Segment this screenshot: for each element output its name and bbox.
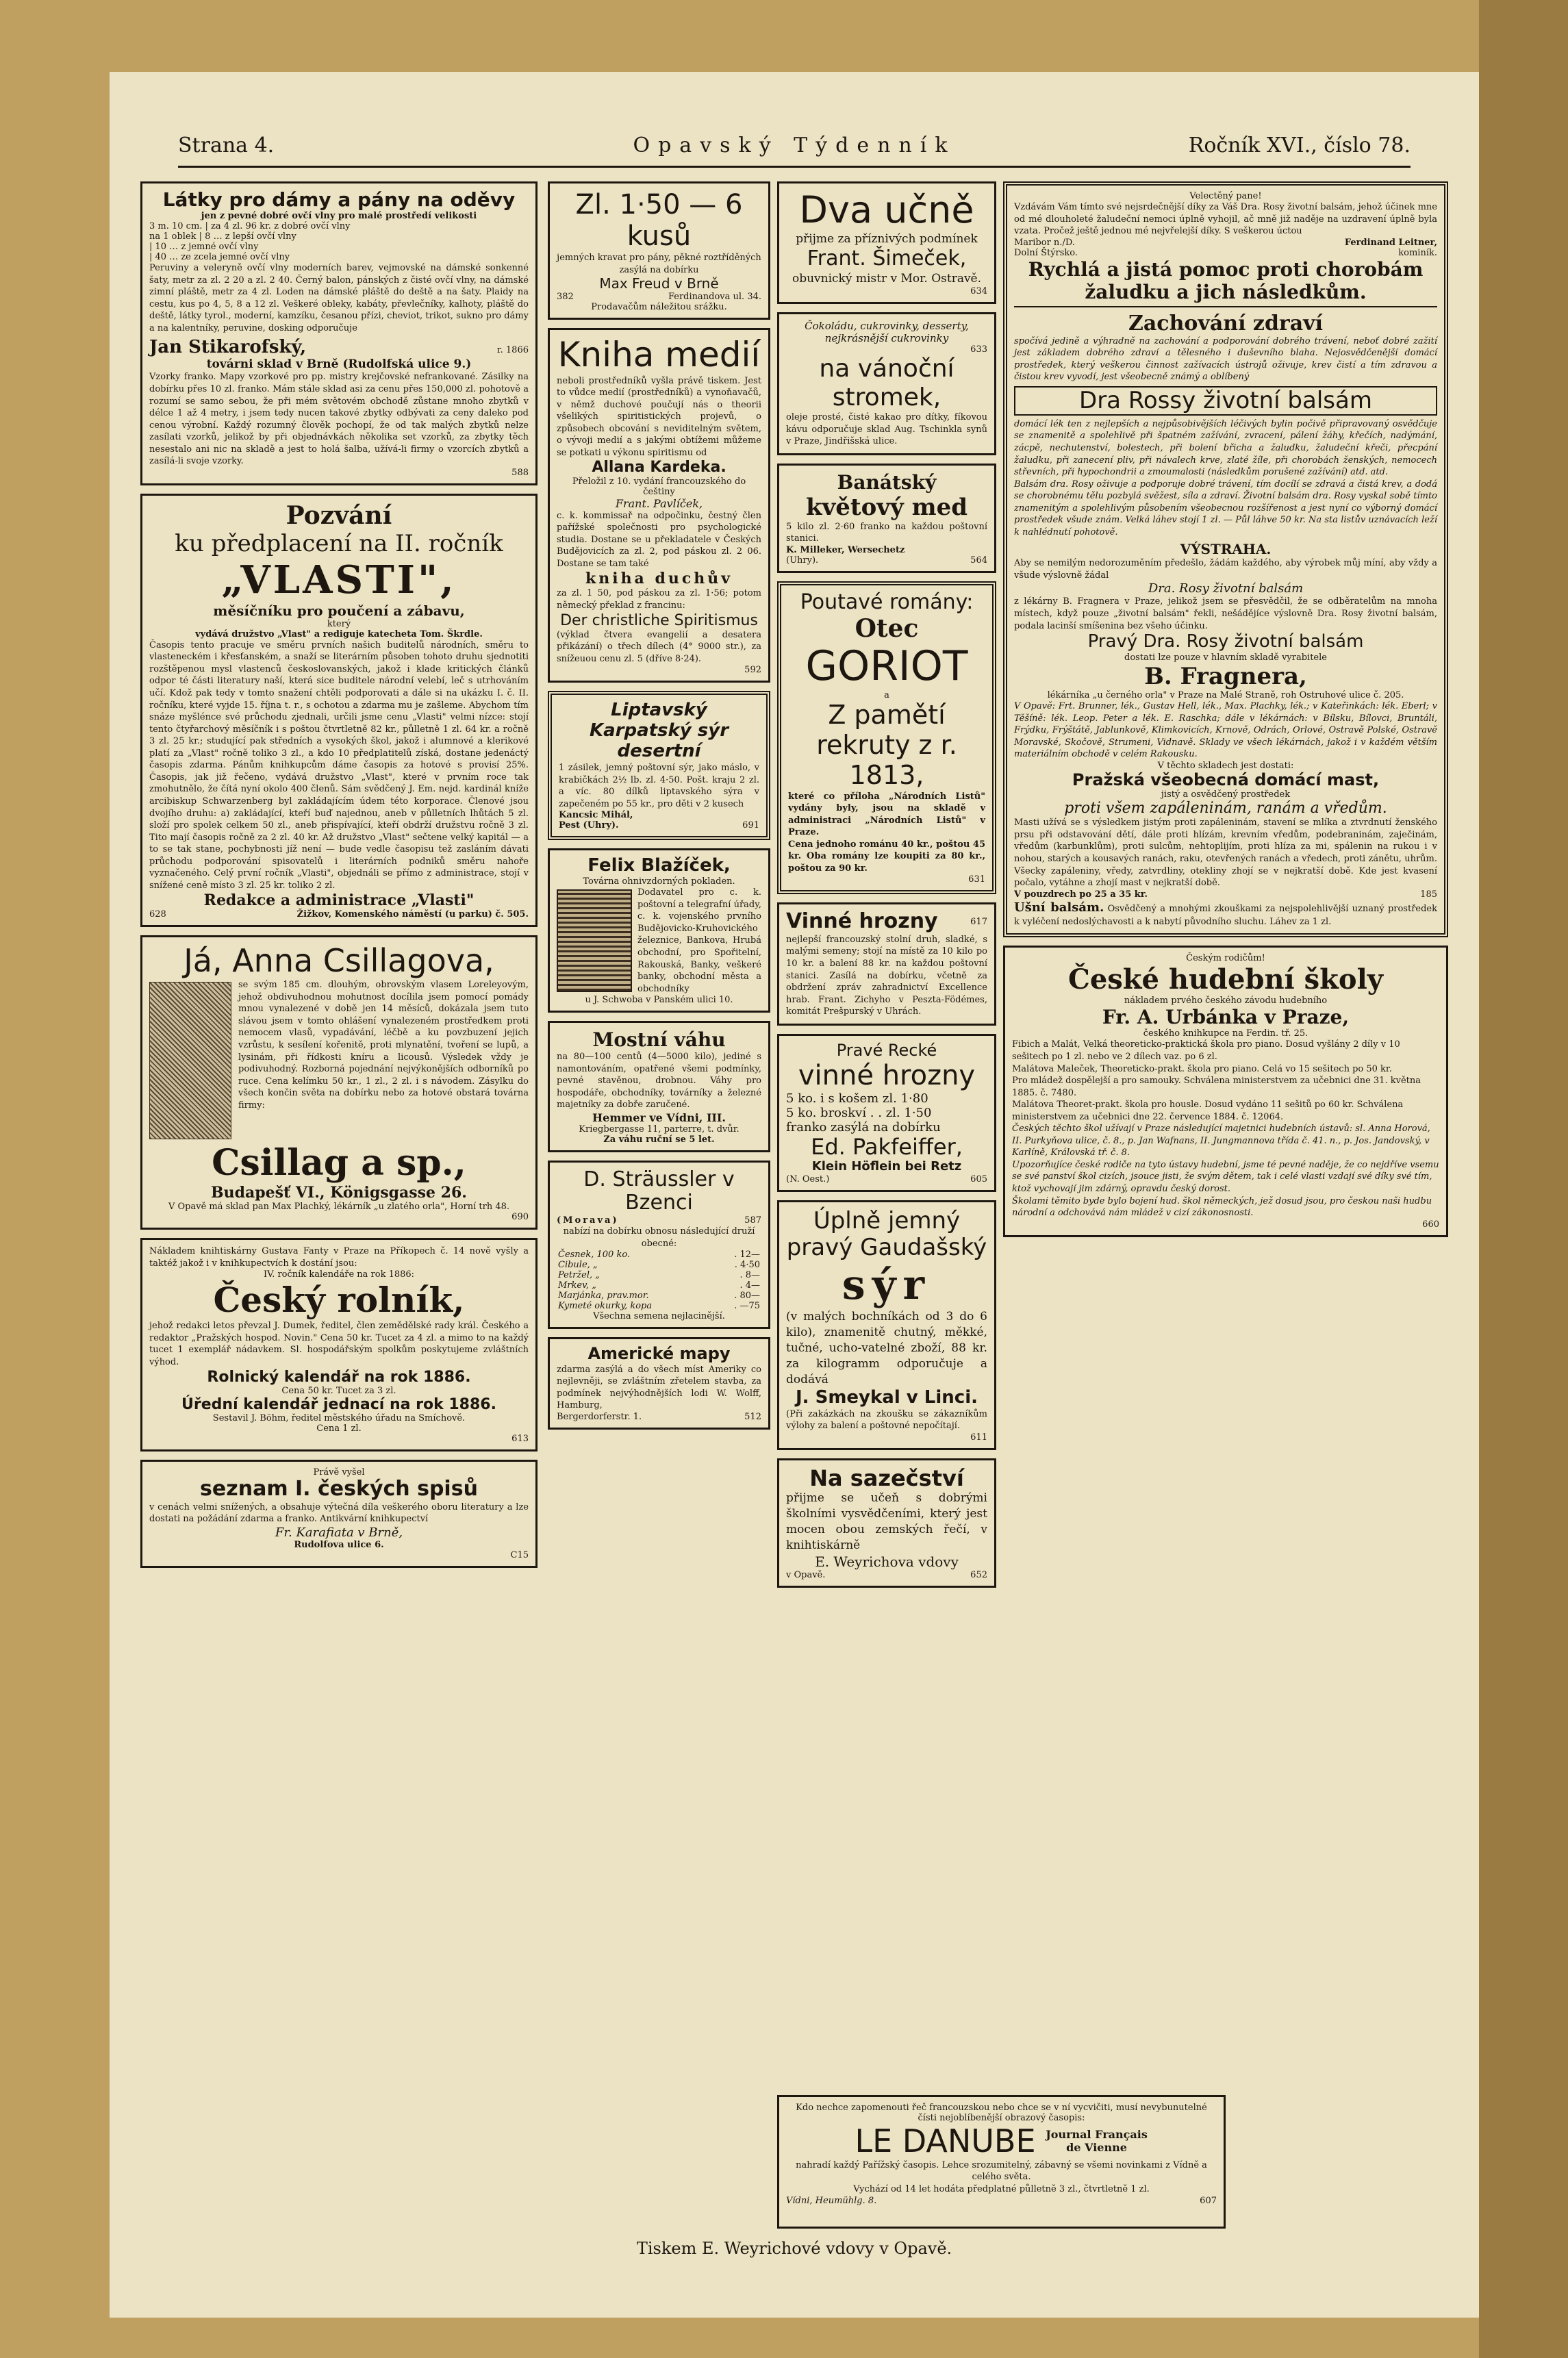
ad-recke-hrozny <box>777 1034 996 1192</box>
urbanek-lead: českého knihkupce na Ferdin. tř. 25. <box>1143 1028 1308 1039</box>
gaudassky-text: (v malých bochníkách od 3 do 6 kilo), znamenitě chutný, měkké, tučné, ucho-vatelné zboží, 88 kr. za kilogramm odporučuje a dodává <box>786 1309 987 1386</box>
vlasti-lead: vydává družstvo „Vlast" a rediguje katecheta Tom. Škrdle. <box>195 629 483 639</box>
printer-imprint: Tiskem E. Weyrichové vdovy v Opavě. <box>636 2239 952 2258</box>
table-row <box>557 1270 761 1280</box>
table-row <box>557 1250 761 1260</box>
woman-illustration <box>149 982 231 1139</box>
smeykal-text: (Při zakázkách na zkoušku se zákazníkům výlohy za balení a poštovné nepočítají. <box>786 1408 987 1432</box>
ad-number: 690 <box>511 1212 529 1223</box>
danube-subtitle: Journal Français de Vienne <box>1046 2128 1148 2155</box>
straussler-price-table <box>557 1250 761 1311</box>
vlasti-address: Žižkov, Komenského náměstí (u parku) č. 505. <box>296 909 529 920</box>
stikarofsky-year: r. 1866 <box>496 345 529 356</box>
opava-text: V Opavě: Frt. Brunner, lék., Gustav Hell, lék., Max. Plachky, lék.; v Kateřinkách: lék. Eberl; v Těšíně: lék. Leop. Peter a lék. E. Raschka; dále v lékárnách: v Bílsku, Bílovci, Bruntáli, Frýdku, Frýštátě, Jablunkově, Klimkovicích, Krnově, Odrách, Orlové, Ostravě Polské, Ostravě Moravské, Skočově, Strumeni, Vidnavě. Sklady ve všech lékárnách, jakož i v každém větším materiálním obchodě v celém Rakousku. <box>1014 701 1437 760</box>
page-edge <box>1479 0 1568 2358</box>
ad-kalendare <box>140 1238 538 1451</box>
letter-name: Ferdinand Leitner, <box>1344 237 1437 248</box>
kravaty-note: Prodavačům náležitou srážku. <box>591 302 727 313</box>
sazecstvi-title: Na sazečství <box>809 1465 964 1491</box>
item-price: . 4— <box>739 1280 760 1291</box>
seznam-address-2: Rudolfova ulice 6. <box>294 1539 384 1550</box>
ad-kravaty <box>548 181 770 320</box>
ad-csillag <box>140 935 538 1230</box>
ad-vinne-hrozny <box>777 902 996 1025</box>
ad-number: 592 <box>744 665 761 676</box>
ad-number: 185 <box>1420 889 1437 900</box>
ad-hudebni-skoly <box>1003 946 1448 1237</box>
danube-lead: Kdo nechce zapomenouti řeč francouzskou nebo chce se v ní vycvičiti, musí nevybunutelné čísti nejoblíbenější obrazový časopis: <box>796 2103 1207 2123</box>
item-price: . 12— <box>734 1250 760 1260</box>
danube-note: Vychází od 14 let hodáta předplatné půlletně 3 zl., čtvrtletně 1 zl. <box>853 2183 1150 2194</box>
kniha-duchuv: kniha duchův <box>585 570 733 588</box>
goriot-title: GORIOT <box>805 642 968 691</box>
vystraha-text-2: z lékárny B. Fragnera v Praze, jelikož jsem se přesvědčil, že se odběratelům na mnoha místech, když pouze „životní balsám" řekli, nešádějíce výslovně Dra. Rosy životní balsám, podala lacinší smíšenina bez všeho účinku. <box>1014 596 1437 631</box>
spiritismus-title: Der christliche Spiritismus <box>560 611 758 629</box>
csillag-address: Budapešť VI., Königsgasse 26. <box>211 1184 467 1202</box>
kardek-text: Přeložil z 10. vydání francouzského do češtiny <box>572 476 746 497</box>
ad-americke-mapy <box>548 1337 770 1430</box>
vlasti-text: Časopis tento pracuje ve směru prvních našich buditelů národních, směru to vlasteneckém i křesťanském, a snaží se literárním působen tohoto druhu sjednotiti rozštěpenou mysl vlastenců českoslovanských, jakož i klade kritických článků odpor té části literatury naší, která sice buditele národní velebí, leč s utrhováním učí. Kdož pak tedy v tomto snažení chtěli podporovati a dále si na ukázku I. č. II. ročníku, které vyjde 15. října t. r., s ochotou a zdarma mu je zašleme. Abychom tím snáze myšlénce své průchodu zjednali, určili jsme cenu „Vlasti" velmi nízce: stojí tento čtyřarchový měsíčník i s poštou čtvrtletně 82 kr., půlletně 1 zl. 64 kr. a ročně 3 zl. 25 kr.; studující pak středních a vysokých škol, jakož i alumnové a klerikové platí za „Vlast" ročně toliko 3 zl., a kdo 10 předplatitelů získá, dostane jedenáctý časopis zdarma. Pánům knihkupcům dáme časopis za hotové s provisí 25%. Časopis, jak již řečeno, vydává družstvo „Vlast", které v prvním roce tak zmohutnělo, že čítá nyní okolo 400 členů. Sám svědčený J. Em. nejd. kardinál kníže arcibiskup Schwarzenberg byl zakládajícím údem této korporace. Členové jsou dvojího druhu: a) zakládající, kteří buď najednou, aneb v půlletních lhůtách 5 zl. složí pro spolek celkem 50 zl., aneb přispívající, kteří obdrží družstvu ročně 3 zl. Tito mají časopis ročně za 2 zl. 40 kr. Až družstvo „Vlast" sečtene velký kapitál — a to se tak stane, pochybnosti jíž není — bude vedle časopisu tež zasláním dávati průchodu podporování spisovatelů i literárních podniků směru nahoře vyznačeného. Celý první ročník „Vlasti", objednáli se přímo z administrace, stojí v snížené ceně místo 3 zl. 25 kr. toliko 2 zl. <box>149 639 529 891</box>
ad-number: 617 <box>970 917 987 928</box>
uredni-text: Sestavil J. Böhm, ředitel městského úřadu na Smíchově. <box>212 1413 466 1424</box>
syr-big-title: sýr <box>842 1260 932 1309</box>
csillag-title: Já, Anna Csillagova, <box>184 942 494 980</box>
blazicek-address: u J. Schwoba v Panském ulici 10. <box>585 995 733 1006</box>
vahu-address: Kriegbergasse 11, parterre, t. dvůr. <box>579 1124 739 1134</box>
cesky-rolnik-title: Český rolník, <box>213 1280 465 1321</box>
kravaty-title: Zl. 1·50 — 6 kusů <box>575 189 743 252</box>
stikarofsky-name: Jan Stikarofský, <box>149 337 307 358</box>
vlasti-redakce: Redakce a administrace „Vlasti" <box>203 891 475 910</box>
pozvani-title: Pozvání <box>286 500 392 530</box>
prazska-price: V pouzdrech po 25 a 35 kr. <box>1014 889 1148 900</box>
kardek-name: Allana Kardeka. <box>592 459 726 477</box>
ad-latky <box>140 181 538 485</box>
vlasti-title: „VLASTI", <box>221 557 457 603</box>
stikarofsky-text: Vzorky franko. Mapy vzorkové pro pp. mistry krejčovské nefrankované. Zásilky na dobírku přes 10 zl. franko. Mám stále sklad asi za cenu přes 150,000 zl. pohotově a rozumí se samo sebou, že při mém světovém obchodě zůstane mnoho zbytků v délce 1 až 4 metry, i jsem tedy nucen takové zbytky odbývati za ceny daleko pod cenou výrobní. Každý rozumný člověk pochopí, že od tak malých zbytků nelze zasílati vzorků, jelikož by při objednávkách několika set vzorků, za zbytky těch nesestalo ani nic na skladě a jest to holá šalba, užívá-li firmy o vzorcích zbytků a zasílá-li svoje vzorky. <box>149 372 529 467</box>
ucne-name: Frant. Šimeček, <box>807 246 967 271</box>
balsam-text: domácí lék ten z nejlepších a nejpůsobivějších léčivých bylin počivě připravovaný osvědčuje se znamenitě a spolehlivě při špatném zažívání, zvracení, pálení žáhy, křečích, nadýmání, zácpě, nechutenství, bolestech, při bolení břicha a žaludku, žaludeční křeči, přecpání žaludku, při zanecení pliv, při návalech krve, zlaté žíle, při chorobách ženských, nemocech střevních, při hypochondrii a zmoumalosti (následkům porušené zažívání) atd. atd. <box>1014 418 1437 478</box>
danube-title: LE DANUBE <box>855 2122 1036 2159</box>
sazecstvi-text: přijme se učeň s dobrými školními vysvědčeními, který jest mocen obou zemských řečí, v knihtiskárně <box>786 1491 987 1553</box>
kalendar-lead: IV. ročník kalendáře na rok 1886: <box>263 1269 415 1280</box>
uredni-kalendar-title: Úřední kalendář jednací na rok 1886. <box>181 1395 496 1413</box>
ad-number: 652 <box>970 1570 987 1581</box>
straussler-lead: nabízí na dobírku obnosu následující druží obecné: <box>563 1226 755 1249</box>
fragner-text: lékárníka „u černého orla" v Praze na Malé Straně, roh Ostruhové ulice č. 205. <box>1047 690 1404 701</box>
kravaty-text: jemných kravat pro pány, pěkné roztříděných zasýlá na dobírku <box>557 253 761 275</box>
sazecstvi-name: E. Weyrichova vdovy <box>815 1554 959 1571</box>
mapy-address: Bergerdorferstr. 1. <box>557 1411 642 1422</box>
recke-hrozny-title: vinné hrozny <box>798 1060 976 1092</box>
urbanek-name: Fr. A. Urbánka v Praze, <box>1102 1006 1350 1029</box>
item-price: . 8— <box>739 1270 760 1281</box>
prazska-italic: proti všem zapáleninám, ranám a vředům. <box>1064 800 1387 817</box>
ad-number: 691 <box>742 820 759 831</box>
kravaty-address: Ferdinandova ul. 34. <box>668 292 761 303</box>
vlasti-ktery: který <box>327 618 351 629</box>
med-name: K. Milleker, Wersechetz <box>786 544 905 555</box>
seznam-address: Fr. Karafiata v Brně, <box>275 1525 403 1540</box>
recke-text: franko zasýlá na dobírku <box>786 1120 941 1135</box>
vahu-text: na 80—100 centů (4—5000 kilo), jediné s namontováním, opatřené všemi podmínky, pevné stavěnou, drobnou. Váhy pro hospodáře, obchodníky, továrníky a železné majetníky za dobře zaručené. <box>557 1052 761 1111</box>
med-title: květový med <box>805 493 968 521</box>
rodicum-lead: Českým rodičům! <box>1186 953 1265 964</box>
stromek-text: oleje prosté, čisté kakao pro dítky, fíkovou kávu odporučuje sklad Aug. Tschinkla synů v Praze, Jindřišská ulice. <box>786 412 987 447</box>
ad-number: 613 <box>511 1434 529 1445</box>
ad-number: 605 <box>970 1174 987 1184</box>
kniha-text: neboli prostředníků vyšla právě tiskem. Jest to vůdce medií (prostředníků) a vynoňavačů, v němž duchové poučují nás o theorii všelikých spiritistických projevů, o způsobech obcování s neviditelným světem, o vývoji medií a s jakými obtížemi můžeme se potkati u výkonu spiritismu od <box>557 375 761 458</box>
latky-row: 3 m. 10 cm. | za 4 zl. 96 kr. z dobré ovčí vlny <box>149 221 351 232</box>
banatsky-title: Banátský <box>837 470 937 494</box>
pakfeiffer-country: (N. Oest.) <box>786 1174 830 1184</box>
ad-number: 631 <box>968 874 985 885</box>
sklad-text: V těchto skladech jest dostati: <box>1157 760 1294 771</box>
ad-number: 588 <box>511 467 529 478</box>
zachovani-title: Zachování zdraví <box>1128 311 1324 335</box>
vinne-title: Vinné hrozny <box>786 909 938 934</box>
column-1 <box>140 181 538 2194</box>
danube-text: nahradí každý Pařížský časopis. Lehce srozumitelný, zábavný se všemi novinkami z Vídně a celého světa. <box>796 2159 1207 2183</box>
stikarofsky-sub: továrni sklad v Brně (Rudolfská ulice 9.) <box>206 357 472 372</box>
pozvani-sub: ku předplacení na II. ročník <box>175 529 503 557</box>
ad-number: 564 <box>970 555 987 566</box>
blazicek-sub: Továrna ohnivzdorných pokladen. <box>583 876 735 887</box>
usni-text: Osvědčený a mnohými zkouškami za nejspolehlivější uznaný prostředek k vyléčení nedoslýchavosti a k nabytí původního sluchu. Láhev za 1 zl. <box>1014 903 1438 927</box>
ad-seznam <box>140 1460 538 1568</box>
seznam-text: v cenách velmi snížených, a obsahuje výtečná díla veškerého oboru literatury a lze dostati na požádání zdarma a franko. Antikvární knihkupectví <box>149 1501 529 1525</box>
item-price: . 80— <box>734 1291 760 1302</box>
latky-row: | 40 … ze zcela jemné ovčí vlny <box>149 252 290 263</box>
csillag-text: se svým 185 cm. dlouhým, obrovským vlasem Loreleyovým, jehož obdivuhodnou mohutnost docílila jsem pomocí pomády mnou vynalezené v době jen 14 měsíců, dokázala jsem tuto slávou jsem v tomto ohlášení vynalezeném prostředkem proti nemocem vlasů, vypadávání, léčbě a ku povzbuzení jejich vzrůstu, k sesílení kořenitě, proti mlynatění, tvoření se lupů, a lysinám, při řídkosti kníru a licousů. Výsledek vždy je podivuhodný. Rozborná pojednání nejvýkonějších odborníků po ruce. Cena kelímku 50 kr., 1 zl., 2 zl. i s návodem. Zásylku do všech končin světa na dobírku nebo za hotové obstará továrna firmy: <box>238 980 529 1111</box>
page-header <box>178 127 1411 168</box>
cesky-rolnik-text: jehož redakci letos převzal J. Dumek, ředitel, člen zemědělské rady král. Českého a redaktor „Pražských hospod. Novin." Cena 50 kr. Tucet za 4 zl. a mimo to na každý tucet 1 exemplář nádavkem. Sl. hospodářským spolkům poskytujeme zvláštních výhod. <box>149 1321 529 1367</box>
balsam-text-2: Balsám dra. Rosy oživuje a podporuje dobré trávení, tím docílí se zdravá a čistá krev, a dodá se chorobnému tělu pozbylá svěžest, síla a zdraví. Životní balsám dra. Rosy vyskal sobě tímto znamenitým a spolehlivým působením všeobecnou rozšířenost a jest nyní co výborný domácí prostředek všude znám. Velká láhev stojí 1 zl. — Půl láhve 50 kr. Na sta listův uznávacích leží k nahlédnutí pohotově. <box>1014 479 1437 537</box>
syr-city: Pest (Uhry). <box>559 820 619 831</box>
column-4 <box>1003 181 1448 2194</box>
ad-gaudassky-syr <box>777 1200 996 1450</box>
rychla-pomoc-title: Rychlá a jistá pomoc proti chorobám žaludku a jich následkům. <box>1014 258 1437 307</box>
ad-number: 628 <box>149 909 166 920</box>
ad-number: 660 <box>1422 1219 1439 1230</box>
velecteny-head: Velectěný pane! <box>1189 191 1262 201</box>
prazska-mast-title: Pražská všeobecná domácí mast, <box>1072 770 1380 789</box>
seznam-title: seznam I. českých spisů <box>200 1477 478 1501</box>
cokolada-text: Čokoládu, cukrovinky, desserty, nejkrásnější cukrovinky <box>805 320 969 345</box>
hudebni-item: Pro mládež dospělejší a pro samouky. Schválena ministerstvem za učebnici dne 31. května 1885. č. 7480. <box>1012 1076 1421 1098</box>
ad-number: 634 <box>970 286 987 297</box>
syr-text: 1 zásilek, jemný poštovní sýr, jako máslo, v krabičkách 2½ lb. zl. 4·50. Pošt. kraju 2 zl. a víc. 80 dílků liptavského sýra v zapečeném po 55 kr., pro děti v 2 kusech <box>559 763 759 809</box>
seznam-lead: Právě vyšel <box>313 1467 365 1478</box>
newspaper-page <box>110 72 1479 2318</box>
newspaper-title: Opavský Týdenník <box>633 134 956 157</box>
ad-number: C15 <box>510 1549 529 1560</box>
pravy-sub: dostati lze pouze v hlavním skladě vyrabitele <box>1124 652 1327 663</box>
item-name: Cibule, „ <box>558 1260 598 1271</box>
ad-sazecstvi <box>777 1458 996 1588</box>
vahu-name: Hemmer ve Vídni, III. <box>592 1111 726 1124</box>
vahu-title: Mostní váhu <box>592 1028 726 1052</box>
hudebni-item: Školami těmito byde bylo bojení hud. škol německých, jež dosud jsou, pro českou naši hudbu národní a odchovává nám mládež v cizí zákonosnosti. <box>1012 1195 1432 1219</box>
romany-title: Poutavé romány: <box>800 590 974 614</box>
vystraha-text: Aby se nemilým nedorozuměním předešlo, žádám každého, aby výrobek můj míní, aby vždy a všude výslovně žádal <box>1014 558 1437 581</box>
item-name: Mrkev, „ <box>558 1280 596 1291</box>
ad-cokolada <box>777 312 996 455</box>
letter-role: kominík. <box>1398 247 1437 258</box>
kniha-title: Kniha medií <box>557 335 761 375</box>
med-text: 5 kilo zl. 2·60 franko na každou poštovní stanici. <box>786 521 987 544</box>
ad-kniha-medii <box>548 328 770 683</box>
pavlicek-text: c. k. kommissař na odpočinku, čestný člen pařížské společnosti pro psychologické studia. Dostane se u překladatele v Českých Budějovicích za zl. 2, pod páskou zl. 2 06. Dostane se tam také <box>557 510 761 569</box>
naklad-text: Nákladem knihtiskárny Gustava Fanty v Praze na Příkopech č. 14 nově vyšly a taktéž jakož i v knihkupectvích k dostání jsou: <box>149 1246 529 1269</box>
uredni-price: Cena 1 zl. <box>316 1423 362 1434</box>
stromek-title: na vánoční stromek, <box>819 355 954 411</box>
pavlicek-name: Frant. Pavlíček, <box>615 496 703 510</box>
ad-number: 633 <box>970 344 987 355</box>
latky-row: na 1 oblek | 8 … z lepší ovčí vlny <box>149 231 296 242</box>
usni-title: Ušní balsám. <box>1014 900 1104 915</box>
ad-romany <box>777 581 996 894</box>
syr-title: Liptavský Karpatský sýr desertní <box>589 700 729 762</box>
hudebni-item: Českých těchto škol užívají v Praze následující majetnici hudebních ústavů: sl. Anna Horová, II. Purkyňova ulice, č. 8., p. Jan Wafnans, II. Jungmannova třída č. 41. n., p. Jos. Jandovský, v Karlíně, Královská tř. č. 8. <box>1012 1124 1430 1158</box>
vlasti-sub: měsíčníku pro poučení a zábavu, <box>213 602 465 619</box>
straussler-note: Všechna semena nejlacinější. <box>593 1311 725 1322</box>
kravaty-name: Max Freud v Brně <box>599 275 719 292</box>
letter-place: Maribor n./D. <box>1014 237 1075 248</box>
ad-number: 611 <box>970 1432 987 1443</box>
ad-liptovsky-syr <box>548 691 770 840</box>
pakfeiffer-name: Ed. Pakfeiffer, <box>811 1134 963 1161</box>
straussler-region: (Morava) <box>557 1215 619 1226</box>
rekruty-text: které co příloha „Národních Listů" vydány byly, jsou na skladě v administraci „Národních Listů" v Praze. <box>788 791 985 838</box>
rekruty-price: Cena jednoho románu 40 kr., poštou 45 kr. Oba romány lze koupiti za 80 kr., poštou za 90 kr. <box>788 839 985 874</box>
latky-text: Peruviny a veleryně ovčí vlny moderních barev, vejmovské na dámské sonkenné šaty, metr za zl. 2 20 a zl. 2 40. Černý balon, pánských z čisté ovčí vlny, na dámské zimní pláště, metr za 4 zl. Loden na dámské pláště do deště a na šaty. Plaidy na cestu, kus po 4, 5, 8 a 12 zl. Veškeré obleky, kabáty, převlečníky, kalhoty, pláště do deště, látky tyrol., moderní, kamzíku, česanou přízi, cheviot, trikot, sukno pro dámy a na kalentníky, peruvine, dosking odporučuje <box>149 263 529 333</box>
table-row <box>557 1260 761 1270</box>
table-row <box>557 1291 761 1301</box>
med-country: (Uhry). <box>786 555 819 566</box>
ad-le-danube <box>777 2095 1226 2229</box>
ad-dva-ucne <box>777 181 996 304</box>
ad-vlasti <box>140 494 538 927</box>
balsam-title: Dra Rossy životní balsám <box>1014 386 1437 416</box>
page-number: Strana 4. <box>178 134 275 157</box>
sazecstvi-city: v Opavě. <box>786 1570 826 1581</box>
vinne-text: nejlepší francouzský stolní druh, sladké, s malými semeny; stojí na místě za 10 kilo po 10 kr. a balení 88 kr. na každou poštovní stanici. Zasílá na dobírku, včetně za obdržení zpráv zahradnictví Excellence hrab. Frant. Zichyho v Peszta-Födémes, komitát Prešpurský v Uhrách. <box>786 934 987 1017</box>
zachovani-text: spočívá jedině a výhradně na zachování a podporování dobrého trávení, neboť dobré zažití jest základem dobrého zdraví a tělesného i duševního blaha. Nejosvědčenější domácí prostředek, který veškerou činnost zažívacích ústrojů oživuje, krev čistí a tím zdravou a čistou krev vyvodí, jest všeobecně známý a oblíbený <box>1014 335 1437 383</box>
letter-place-2: Dolní Štýrsko. <box>1014 247 1078 258</box>
otec-title: Otec <box>855 614 919 644</box>
ucne-text-2: obuvnický mistr v Mor. Ostravě. <box>792 271 982 286</box>
romany-a: a <box>884 690 889 701</box>
item-price: . 4·50 <box>734 1260 760 1271</box>
latky-lead: jen z pevné dobré ovčí vlny pro malé prostředí velikosti <box>201 211 477 222</box>
item-name: Marjánka, prav.mor. <box>558 1291 649 1302</box>
ad-mostni-vahu <box>548 1021 770 1152</box>
blazicek-title: Felix Blažíček, <box>587 855 731 876</box>
ucne-title: Dva učně <box>799 188 974 231</box>
recke-title: Pravé Recké <box>836 1040 937 1060</box>
fragner-name: B. Fragnera, <box>1144 663 1307 691</box>
csillag-brand: Csillag a sp., <box>212 1142 466 1184</box>
item-price: . —75 <box>734 1301 760 1312</box>
smeykal-name: J. Smeykal v Linci. <box>796 1386 978 1408</box>
csillag-opava: V Opavě má sklad pan Max Plachký, lékárník „u zlatého orla", Horní trh 48. <box>168 1202 510 1213</box>
ad-number: 587 <box>744 1215 761 1226</box>
hudebni-item: Upozorňujíce české rodiče na tyto ústavy hudební, jsme té pevné naděje, že co nejdříve vsemu se své panství škol cizích, jsouce jisti, že svým dětem, tak i celé vlasti vzdají své díky své tím, ktož vychovají jim zdárný, opravdu český dorost. <box>1012 1159 1439 1195</box>
recke-row: 5 ko. i s košem zl. 1·80 <box>786 1091 928 1106</box>
hudebni-item: Malátova Maleček, Theoreticko-prakt. škola pro piano. Celá vo 15 sešitech po 50 kr. <box>1012 1063 1392 1074</box>
safe-illustration <box>557 889 632 992</box>
vahu-note: Za váhu ruční se 5 let. <box>603 1134 715 1145</box>
rolnicky-price: Cena 50 kr. Tucet za 3 zl. <box>281 1385 396 1396</box>
velecteny-text: Vzdávám Vám tímto své nejsrdečnější díky za Váš Dra. Rosy životní balsám, jehož účinek mne od mé dlouholeté žaludeční nemoci úplně vyhojil, ač mně již naděje na uzdravení úplně byla vzata. Pročež ještě jednou mé nejvřelejší díky. S veškerou úctou <box>1014 202 1437 237</box>
ad-rosy-balsam <box>1003 181 1448 937</box>
pravy-balsam-title: Pravý Dra. Rosy životní balsám <box>1087 631 1364 652</box>
prazska-text: Masti užívá se s výsledkem jistým proti zapáleninám, stavení se mlíka a ztvrdnutí ženského prsu při odstavování dětí, dále proti hlízám, krevním vředům, podebraninám, zaječinám, vředům (karbunklům), proti sulcům, nehtoplijím, proti hlíza za mi, spálenin na rukou i v nohou, starých a kousavých ranách, raku, otevřených ranách a vředech, proti zánětu, uhrům. Všecky zapáleniny, vředy, zatvrdliny, otekliny zhojí se v nejkratší době. Kde jest kvasení počalo, vytáhne a zhojí mast v nejkratší době. <box>1014 817 1437 889</box>
ad-number: 512 <box>744 1411 761 1422</box>
ad-blazicek <box>548 848 770 1013</box>
latky-title: Látky pro dámy a pány na oděvy <box>162 188 516 211</box>
straussler-title: D. Sträussler v Bzenci <box>583 1167 735 1215</box>
pakfeiffer-address: Klein Höflein bei Retz <box>811 1159 962 1174</box>
rolnicky-kalendar-title: Rolnický kalendář na rok 1886. <box>207 1368 471 1386</box>
issue-number: Ročník XVI., číslo 78. <box>1188 134 1411 157</box>
item-name: Petržel, „ <box>558 1270 600 1281</box>
syr-name: Kancsic Mihál, <box>559 810 633 821</box>
item-name: Česnek, 100 ko. <box>558 1250 631 1260</box>
rekruty-title: Z pamětí rekruty z r. 1813, <box>816 700 957 790</box>
column-2 <box>548 181 770 2194</box>
ad-straussler <box>548 1161 770 1329</box>
ad-med <box>777 464 996 573</box>
table-row <box>557 1301 761 1311</box>
prazska-sub: jistý a osvědčený prostředek <box>1161 789 1291 800</box>
ad-number: 607 <box>1200 2195 1217 2206</box>
hudebni-skoly-title: České hudební školy <box>1068 963 1383 996</box>
recke-row: 5 ko. broskví . . zl. 1·50 <box>786 1106 932 1121</box>
column-3 <box>777 181 996 2194</box>
hudebni-item: Fibich a Malát, Velká theoreticko-praktická škola pro piano. Dosud vyšlány 2 díly v 10 sešitech po 1 zl. nebo ve 2 dílech vaz. po 6 zl. <box>1012 1039 1400 1063</box>
hudebni-item: Malátova Theoret-prakt. škola pro housle. Dosud vydáno 11 sešitů po 60 kr. Schválena ministerstvem za učebnici dne 22. července 1884. č. 12064. <box>1012 1100 1404 1122</box>
item-name: Kymeté okurky, kopa <box>558 1301 653 1312</box>
table-row <box>557 1280 761 1291</box>
vystraha-title: VÝSTRAHA. <box>1180 541 1272 558</box>
blazicek-text: Dodavatel pro c. k. poštovní a telegrafní úřady, c. k. vojenského prvního Budějovicko-Kruhovického železnice, Bankova, Hrubá obchodní, pro Spořitelní, Rakouská, Banky, veškeré banky, obchodní města a obchodníky <box>637 887 761 994</box>
mapy-text: zdarma zasýlá a do všech míst Ameriky co nejlevněji, se zvláštním zřetelem stavba, za podmínek nejvýhodnějších lodi W. Wolff, Hamburg, <box>557 1364 761 1411</box>
hudebni-lead: nákladem prvého českého závodu hudebního <box>1124 996 1328 1006</box>
danube-address: Vídni, Heumühlg. 8. <box>786 2195 877 2206</box>
duchuv-text: za zl. 1 50, pod páskou za zl. 1·56; potom německý překlad z francinu: <box>557 588 761 611</box>
mapy-title: Americké mapy <box>587 1344 731 1364</box>
ucne-text: přijme za příznivých podmínek <box>796 232 978 246</box>
vystraha-name: Dra. Rosy životní balsám <box>1148 581 1304 596</box>
latky-row: | 10 … z jemné ovčí vlny <box>149 242 259 253</box>
gaudassky-title: Úplně jemný pravý Gaudašský <box>786 1206 987 1261</box>
spiritismus-text: (výklad čtvera evangelií a desatera přikázání) o třech dílech (4° 9000 str.), za snížeuou cenu zl. 5 (dříve 8·24). <box>557 629 761 664</box>
ad-number: 382 <box>557 292 574 303</box>
